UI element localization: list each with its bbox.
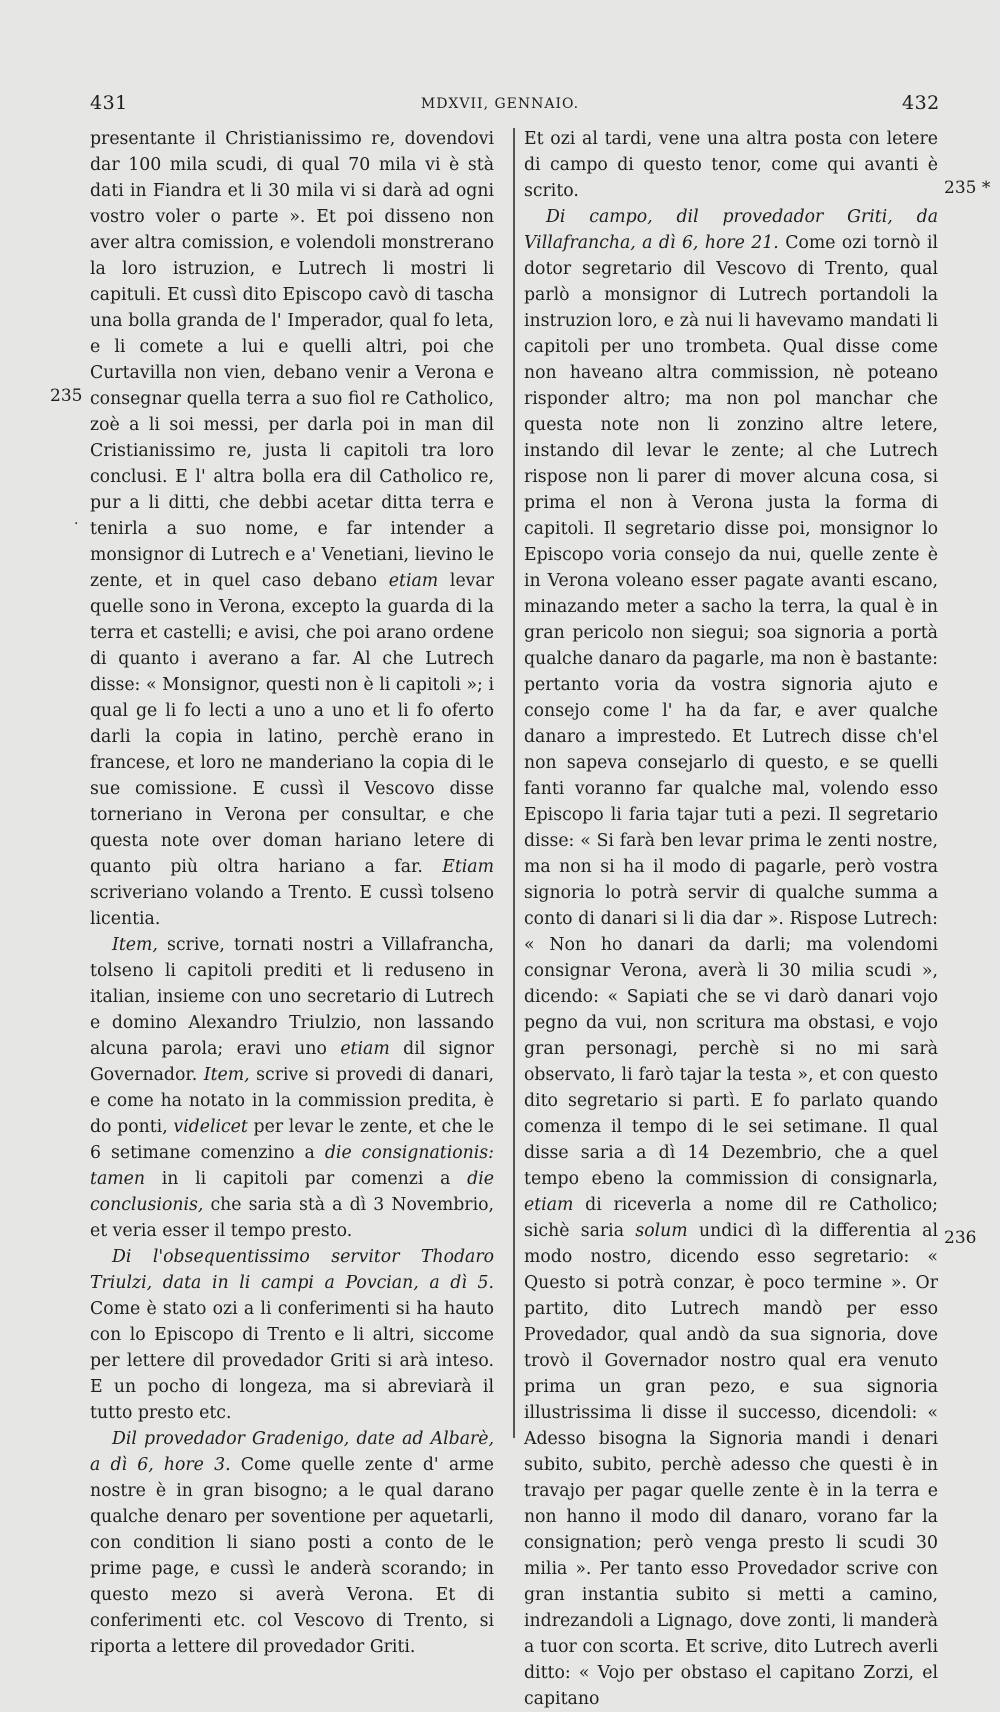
text-run: scrive si provedi di danari, e come ha notato in la commission predita, è do ponti, <box>90 1065 494 1137</box>
text-run: Come quelle zente d' arme nostre è in gran bisogno; a le qual darano qualche denaro per soventione per aquetarli, con condition li siano posti a conto de le prime page, e cussì le anderà scorando; in questo mezo si averà Verona. Et di conferimenti etc. col Vescovo di Trento, si riporta a lettere dil provedador Griti. <box>90 1455 494 1657</box>
paragraph <box>90 932 494 1244</box>
italic-text: Di campo, dil provedador Griti, da Villafrancha, a dì 6, hore 21. <box>524 207 938 253</box>
running-title: MDXVII, GENNAIO. <box>420 96 580 112</box>
text-run: di riceverla a nome dil re Catholico; sichè saria <box>524 1195 938 1241</box>
text-run: Et ozi al tardi, vene una altra posta con letere di campo di questo tenor, come qui avanti è scrito. <box>524 129 938 201</box>
text-run: Come ozi tornò il dotor segretario dil Vescovo di Trento, qual parlò a monsignor di Lutrech portandoli la instruzion loro, e zà nui li havevamo mandati li capitoli per uno trombeta. Qual disse come non haveano altra commission, nè poteano risponder altro; ma non pol manchar che questa note non li zonzino altre letere, instando dil levar le zente; al che Lutrech rispose non li parer di mover alcuna cosa, si prima el non à Verona justa la forma di capitoli. Il segretario disse poi, monsignor lo Episcopo voria consejo da nui, quelle zente è in Verona voleano esser pagate avanti escano, minazando meter a sacho la terra, la qual è in gran pericolo non siegui; soa signoria a portà qualche danaro da pagarle, ma non è bastante: pertanto voria da vostra signoria ajuto e consejo come l' ha da far, e aver qualche danaro a imprestedo. Et Lutrech disse ch'el non sapeva consejarlo di questo, e se quelli fanti voranno far qualche mal, volendo esso Episcopo li faria tajar tuti a pezi. Il segretario disse: « Si farà ben levar prima le zenti nostre, ma non si ha il modo di pagarle, però vostra signoria lo potrà servir di qualche summa a conto di danari si li dia dar ». Rispose Lutrech: « Non ho danari da darli; ma volendomi consignar Verona, averà li 30 milia scudi », dicendo: « Sapiati che se vi darò danari vojo pegno da vui, non scritura ma obstasi, e vojo gran personagi, perchè si no mi sarà observato, li farò tajar la testa », et con questo dito segretario si partì. E fo parlato quando comenza il tempo di le sei setimane. Il qual disse saria a dì 14 Dezembrio, che a quel tempo ebeno la commission di consignarla, <box>524 233 938 1189</box>
paragraph <box>90 126 494 932</box>
italic-text: videlicet <box>173 1117 248 1137</box>
text-run: scriveriano volando a Trento. E cussì tolseno licentia. <box>90 883 494 929</box>
column-divider <box>513 128 515 1438</box>
text-run: scrive, tornati nostri a Villafrancha, tolseno li capitoli prediti et li reduseno in italian, insieme con uno secretario di Lutrech e domino Alexandro Triulzio, non lassando alcuna parola; eravi uno <box>90 935 494 1059</box>
right-column <box>524 126 938 1712</box>
text-run: undici dì la differentia al modo nostro, dicendo esso segretario: « Questo si potrà conzar, è poco termine ». Or partito, dito Lutrech mandò per esso Provedador, qual andò da sua signoria, dove trovò il Governador nostro qual era venuto prima un gran pezo, e sua signoria illustrissima li disse il successo, dicendoli: « Adesso bisogna la Signoria mandi i denari subito, subito, perchè adesso che questi è in travajo per pagar quelle zente è in la terra e non hanno il modo dil danaro, vorano far la consignation; però venga presto li scudi 30 milia ». Per tanto esso Provedador scrive con gran instantia subito si metti a camino, indrezandoli a Lignago, dove zonti, li manderà a tuor con scorta. Et scrive, dito Lutrech averli ditto: « Vojo per obstaso el capitano Zorzi, el capitano <box>524 1221 938 1709</box>
italic-text: etiam <box>388 571 439 591</box>
text-run: presentante il Christianissimo re, dovendovi dar 100 mila scudi, di qual 70 mila vi è stà dati in Fiandra et li 30 mila vi si darà ad ogni vostro voler o parte ». Et poi disseno non aver altra comission, e volendoli monstrerano la loro istruzion, e Lutrech li mostri li capituli. Et cussì dito Episcopo cavò di tascha una bolla granda de l' Imperador, qual fo leta, e li comete a lui e quelli altri, poi che Curtavilla non vien, debano venir a Verona e consegnar quella terra a suo fiol re Catholico, zoè a li soi messi, per darla poi in man dil Cristianissimo re, justa li capitoli tra loro conclusi. E l' altra bolla era dil Catholico re, pur a li ditti, che debbi acetar ditta terra e tenirla a suo nome, e far intender a monsignor di Lutrech e a' Venetiani, lievino le zente, et in quel caso debano <box>90 129 494 591</box>
text-run: Come è stato ozi a li conferimenti si ha hauto con lo Episcopo di Trento e li altri, siccome per lettere dil provedador Griti si arà inteso. E un pocho di longeza, ma si abreviarà il tutto presto etc. <box>90 1299 494 1423</box>
italic-text: Item, <box>112 935 158 955</box>
italic-text: Item, <box>203 1065 250 1085</box>
text-run: per levar le zente, et che le 6 setimane comenzino a <box>90 1117 494 1163</box>
text-run: che saria stà a dì 3 Novembrio, et veria esser il tempo presto. <box>90 1195 494 1241</box>
italic-text: Dil provedador Gradenigo, date ad Albarè, a dì 6, hore 3. <box>90 1429 494 1475</box>
italic-text: etiam <box>524 1195 574 1215</box>
italic-text: solum <box>635 1221 688 1241</box>
text-run: levar quelle sono in Verona, excepto la guarda di la terra et castelli; e avisi, che poi arano ordene di quanto i averano a far. Al che Lutrech disse: « Monsignor, questi non è li capitoli »; i qual ge li fo lecti a uno a uno et li fo oferto darli la copia in latino, perchè erano in francese, et loro ne manderiano la copia di le sue comissione. E cussì il Vescovo disse torneriano in Verona per consultar, e che questa note over doman hariano letere di quanto più oltra hariano a far. <box>90 571 494 877</box>
page-number-left: 431 <box>90 92 128 114</box>
italic-text: die conclusionis, <box>90 1169 494 1215</box>
italic-text: die consignationis: tamen <box>90 1143 494 1189</box>
margin-number-left: 235 <box>50 386 83 406</box>
text-run: dil signor Governador. <box>90 1039 494 1085</box>
paragraph <box>524 126 938 204</box>
italic-text: Etiam <box>442 857 494 877</box>
text-run: in li capitoli par comenzi a <box>145 1169 468 1189</box>
margin-mark-left: · <box>74 516 79 532</box>
margin-number-right: 235 * <box>944 178 991 198</box>
italic-text: etiam <box>340 1039 390 1059</box>
paragraph <box>524 204 938 1712</box>
margin-number-right-2: 236 <box>944 1228 977 1248</box>
page-number-right: 432 <box>902 92 940 114</box>
left-column <box>90 126 494 1660</box>
paragraph <box>90 1426 494 1660</box>
italic-text: Di l'obsequentissimo servitor Thodaro Triulzi, data in li campi a Povcian, a dì 5. <box>90 1247 494 1293</box>
paragraph <box>90 1244 494 1426</box>
